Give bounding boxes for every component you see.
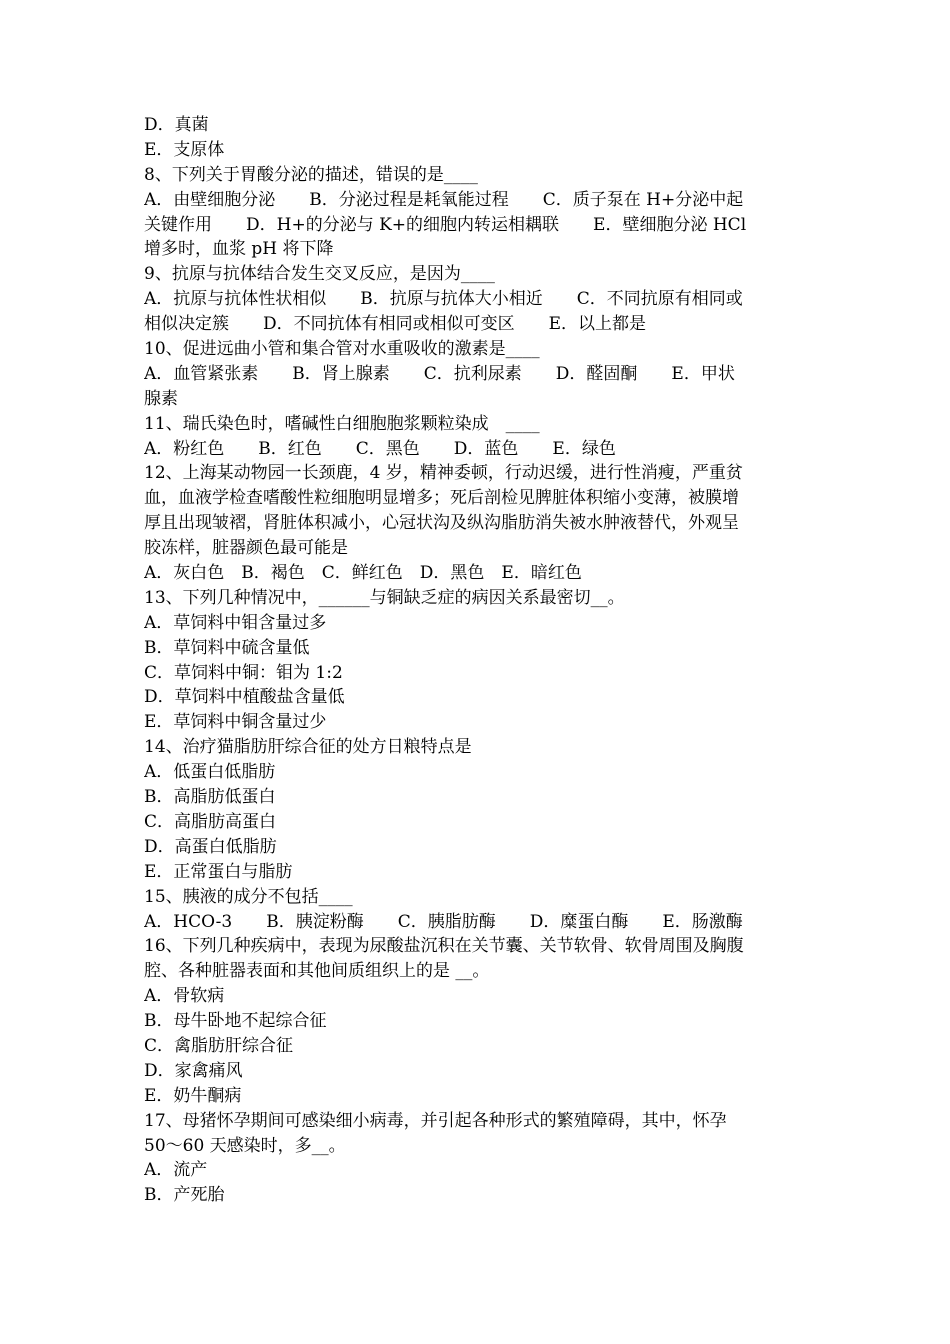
text-line: A．低蛋白低脂肪 bbox=[144, 762, 276, 783]
text-line: D．家禽痛风 bbox=[144, 1060, 243, 1081]
text-line: 相似决定簇 D．不同抗体有相同或相似可变区 E．以上都是 bbox=[144, 314, 647, 335]
text-line: B．高脂肪低蛋白 bbox=[144, 787, 276, 808]
text-line: A．粉红色 B．红色 C．黑色 D．蓝色 E．绿色 bbox=[144, 438, 616, 459]
text-line: 胶冻样，脏器颜色最可能是 bbox=[144, 538, 348, 559]
question-line: 16、下列几种疾病中，表现为尿酸盐沉积在关节囊、关节软骨、软骨周围及胸腹 bbox=[144, 936, 744, 957]
text-line: B．草饲料中硫含量低 bbox=[144, 637, 310, 658]
text-line: C．草饲料中铜：钼为 1:2 bbox=[144, 662, 343, 683]
text-line: E．正常蛋白与脂肪 bbox=[144, 861, 293, 882]
text-line: E．奶牛酮病 bbox=[144, 1085, 242, 1106]
text-line: 腺素 bbox=[144, 388, 178, 409]
question-line: 15、胰液的成分不包括____ bbox=[144, 886, 353, 907]
text-line: B．母牛卧地不起综合征 bbox=[144, 1011, 327, 1032]
text-line: A．灰白色 B．褐色 C．鲜红色 D．黑色 E．暗红色 bbox=[144, 563, 582, 584]
text-line: A．骨软病 bbox=[144, 986, 225, 1007]
text-line: A．血管紧张素 B．肾上腺素 C．抗利尿素 D．醛固酮 E．甲状 bbox=[144, 363, 735, 384]
question-line: 9、抗原与抗体结合发生交叉反应，是因为____ bbox=[144, 264, 495, 285]
text-line: D．真菌 bbox=[144, 115, 209, 135]
question-line: 8、下列关于胃酸分泌的描述，错误的是____ bbox=[144, 164, 478, 185]
text-line: E．支原体 bbox=[144, 139, 225, 160]
text-line: 腔、各种脏器表面和其他间质组织上的是 __。 bbox=[144, 961, 490, 982]
text-line: E．草饲料中铜含量过少 bbox=[144, 712, 327, 733]
text-line: C．禽脂肪肝综合征 bbox=[144, 1035, 294, 1056]
question-line: 13、下列几种情况中，______与铜缺乏症的病因关系最密切__。 bbox=[144, 587, 625, 608]
text-line: A．草饲料中钼含量过多 bbox=[144, 612, 327, 633]
question-line: 12、上海某动物园一长颈鹿，4 岁，精神委顿，行动迟缓，进行性消瘦，严重贫 bbox=[144, 463, 743, 484]
text-line: A．流产 bbox=[144, 1160, 208, 1181]
text-line: C．高脂肪高蛋白 bbox=[144, 811, 277, 832]
text-line: 厚且出现皱褶，肾脏体积减小，心冠状沟及纵沟脂肪消失被水肿液替代，外观呈 bbox=[144, 513, 739, 534]
text-line: D．草饲料中植酸盐含量低 bbox=[144, 687, 345, 708]
text-line: 关键作用 D．H+的分泌与 K+的细胞内转运相耦联 E．壁细胞分泌 HCl bbox=[144, 214, 747, 235]
question-line: 11、瑞氏染色时，嗜碱性白细胞胞浆颗粒染成 ____ bbox=[144, 413, 540, 434]
question-line: 14、治疗猫脂肪肝综合征的处方日粮特点是 bbox=[144, 737, 472, 758]
text-line: D．高蛋白低脂肪 bbox=[144, 836, 277, 857]
text-line: A．抗原与抗体性状相似 B．抗原与抗体大小相近 C．不同抗原有相同或 bbox=[144, 289, 743, 310]
text-line: 50～60 天感染时，多__。 bbox=[144, 1135, 346, 1156]
document-page bbox=[144, 113, 808, 1208]
question-line: 17、母猪怀孕期间可感染细小病毒，并引起各种形式的繁殖障碍，其中，怀孕 bbox=[144, 1110, 727, 1131]
text-line: A．由壁细胞分泌 B．分泌过程是耗氧能过程 C．质子泵在 H+分泌中起 bbox=[144, 189, 744, 210]
text-line: 增多时，血浆 pH 将下降 bbox=[144, 239, 334, 260]
text-line: B．产死胎 bbox=[144, 1185, 225, 1206]
question-line: 10、促进远曲小管和集合管对水重吸收的激素是____ bbox=[144, 339, 540, 360]
text-line: 血，血液学检查嗜酸性粒细胞明显增多；死后剖检见脾脏体积缩小变薄，被膜增 bbox=[144, 488, 739, 509]
text-line: A．HCO-3 B．胰淀粉酶 C．胰脂肪酶 D．糜蛋白酶 E．肠激酶 bbox=[144, 911, 743, 932]
